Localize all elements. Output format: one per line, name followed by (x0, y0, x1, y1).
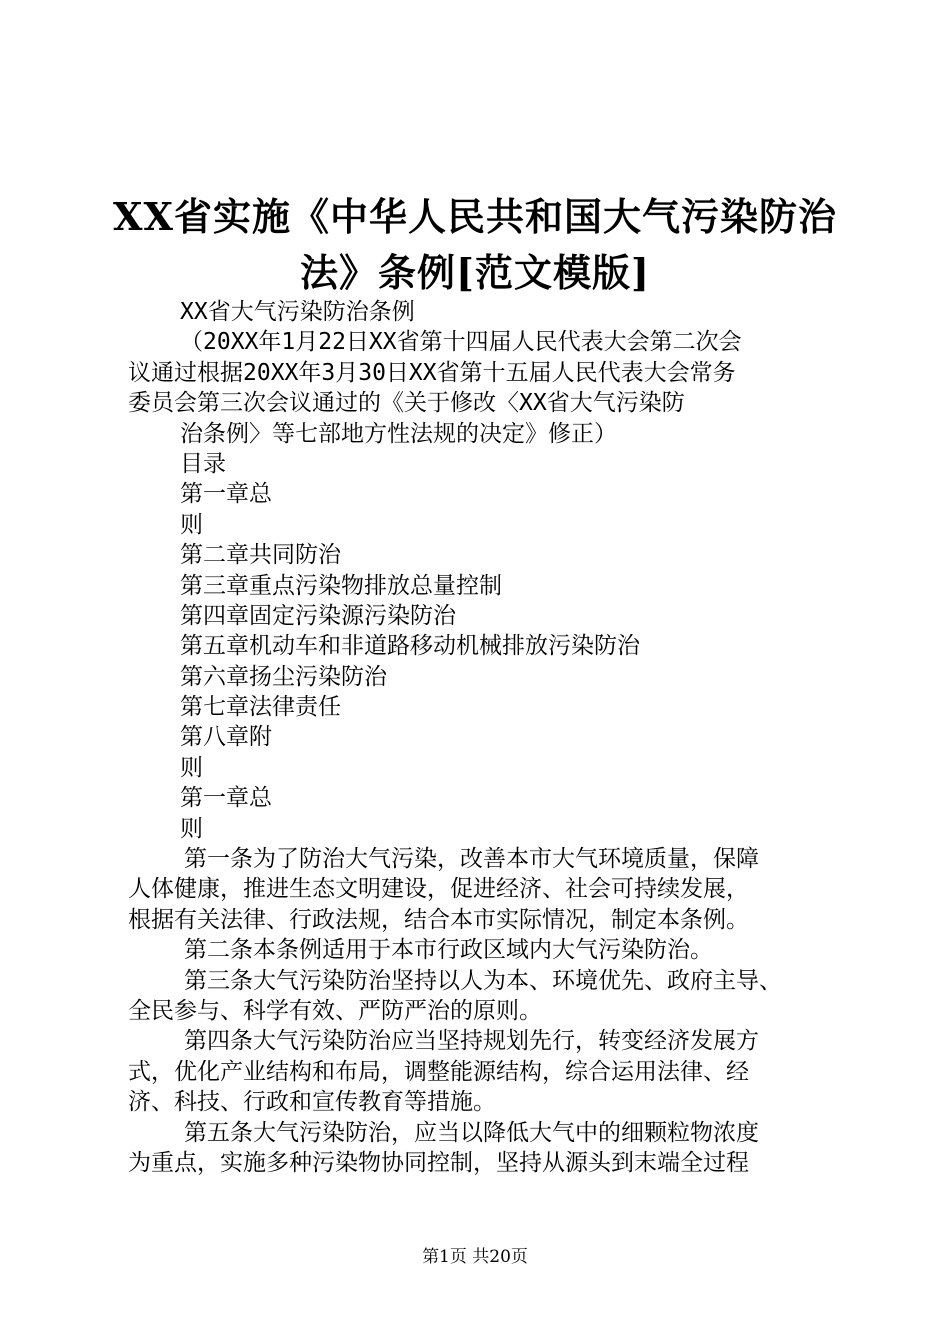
body-line: 则 (180, 754, 203, 781)
page-footer: 第1页 共20页 (422, 1247, 528, 1267)
body-line: 人体健康，推进生态文明建设，促进经济、社会可持续发展， (128, 876, 749, 903)
body-line: 第二章共同防治 (180, 542, 341, 569)
body-line: 第四条大气污染防治应当坚持规划先行，转变经济发展方 (184, 1028, 759, 1055)
body-line: 治条例〉等七部地方性法规的决定》修正） (180, 420, 617, 447)
body-line: 为重点，实施多种污染物协同控制，坚持从源头到末端全过程 (128, 1149, 749, 1176)
body-line: 第三章重点污染物排放总量控制 (180, 572, 502, 599)
body-line: 第一条为了防治大气污染，改善本市大气环境质量，保障 (184, 846, 759, 873)
body-line: XX省大气污染防治条例 (180, 299, 415, 325)
body-line: （20XX年1月22日XX省第十四届人民代表大会第二次会 (180, 329, 742, 356)
body-line: 委员会第三次会议通过的《关于修改〈XX省大气污染防 (128, 390, 685, 417)
body-line: 全民参与、科学有效、严防严治的原则。 (128, 997, 542, 1024)
body-line: 第一章总 (180, 481, 272, 508)
body-line: 第五条大气污染防治，应当以降低大气中的细颗粒物浓度 (184, 1119, 759, 1146)
document-title-line-2: 法》条例[范文模版] (300, 250, 650, 295)
body-line: 济、科技、行政和宣传教育等措施。 (128, 1089, 496, 1116)
body-line: 第一章总 (180, 785, 272, 812)
body-line: 第七章法律责任 (180, 694, 341, 721)
body-line: 则 (180, 815, 203, 842)
body-line: 第六章扬尘污染防治 (180, 663, 387, 690)
body-line: 式，优化产业结构和布局，调整能源结构，综合运用法律、经 (128, 1058, 749, 1085)
body-line: 议通过根据20XX年3月30日XX省第十五届人民代表大会常务 (128, 359, 736, 386)
body-line: 目录 (180, 450, 226, 477)
document-body (128, 297, 843, 1178)
body-line: 第五章机动车和非道路移动机械排放污染防治 (180, 633, 640, 660)
body-line: 第八章附 (180, 724, 272, 751)
body-line: 第二条本条例适用于本市行政区域内大气污染防治。 (184, 937, 713, 964)
document-title-line-1: XX省实施《中华人民共和国大气污染防治 (113, 194, 837, 239)
body-line: 第三条大气污染防治坚持以人为本、环境优先、政府主导、 (184, 967, 782, 994)
body-line: 第四章固定污染源污染防治 (180, 602, 456, 629)
body-line: 则 (180, 511, 203, 538)
body-line: 根据有关法律、行政法规，结合本市实际情况，制定本条例。 (128, 906, 749, 933)
